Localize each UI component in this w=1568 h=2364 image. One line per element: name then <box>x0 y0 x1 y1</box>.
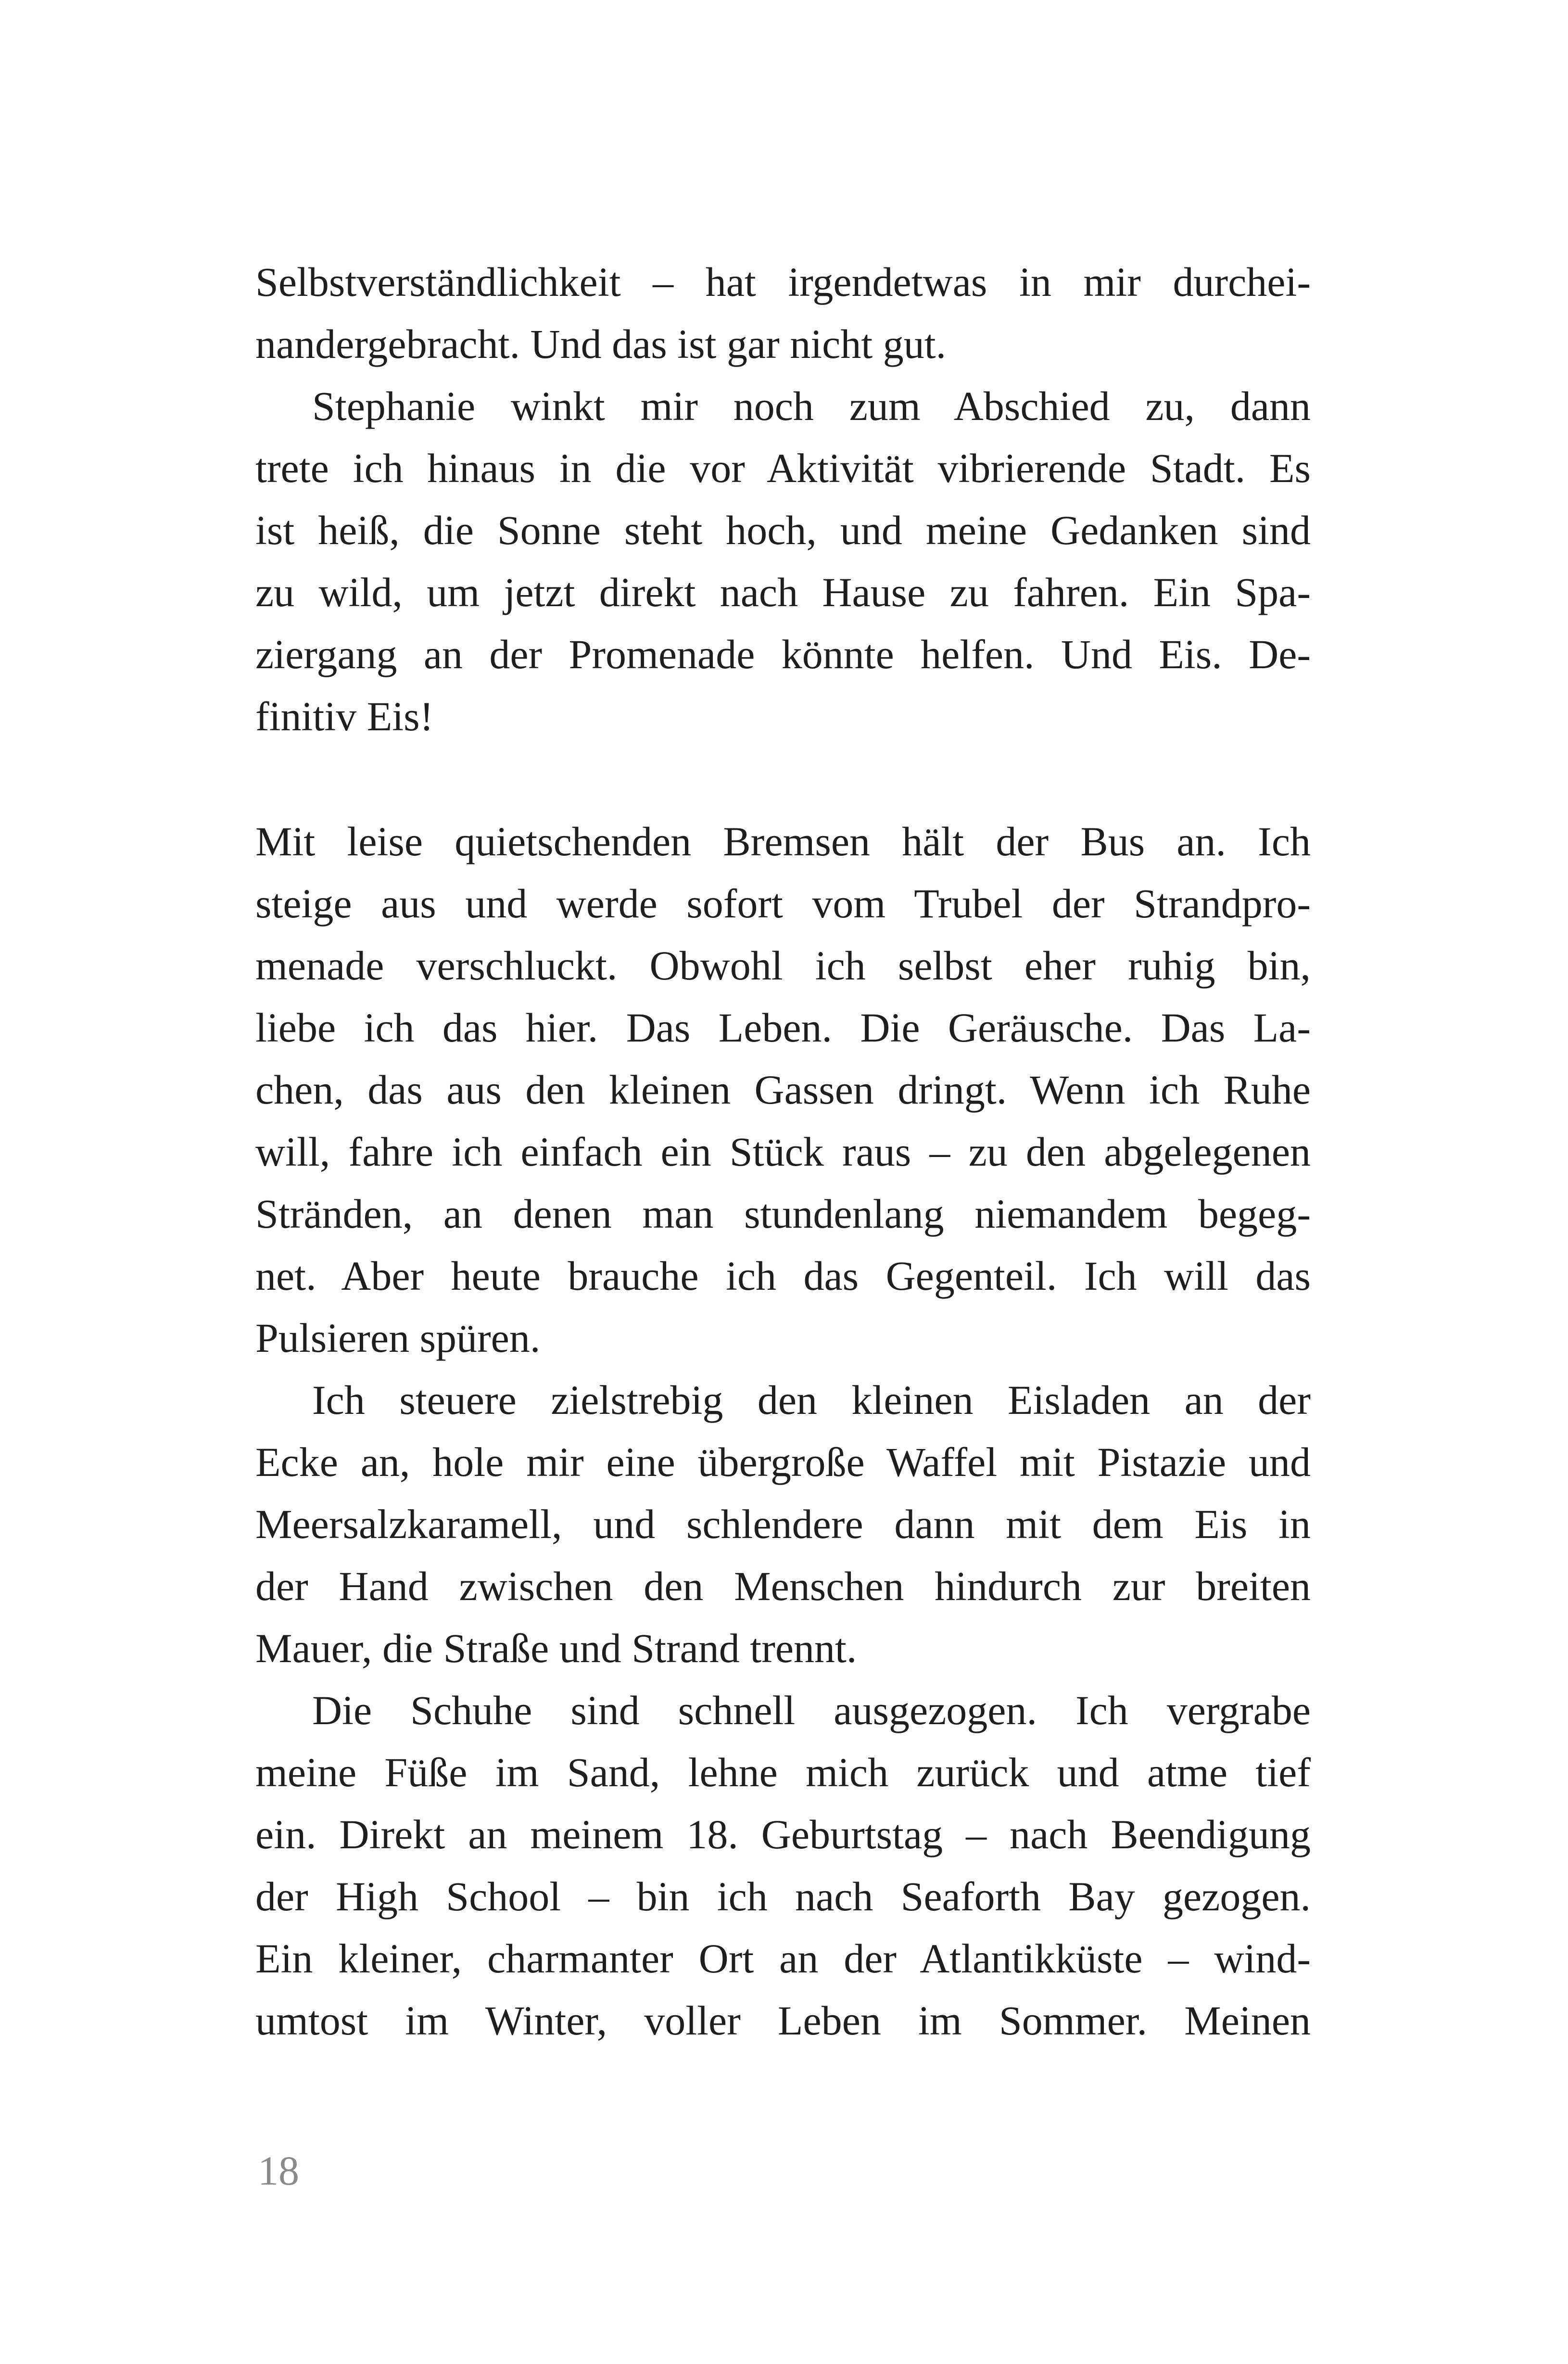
text-line: ein. Direkt an meinem 18. Geburtstag – nach Beendigung <box>255 1811 1311 1857</box>
text-line: umtost im Winter, voller Leben im Sommer. Meinen <box>255 1997 1311 2044</box>
text-line: will, fahre ich einfach ein Stück raus – zu den abgelegenen <box>255 1129 1311 1175</box>
text-line: Ich steuere zielstrebig den kleinen Eisladen an der <box>312 1377 1311 1423</box>
text-line: net. Aber heute brauche ich das Gegenteil. Ich will das <box>255 1253 1311 1299</box>
text-line: Pulsieren spüren. <box>255 1315 541 1361</box>
text-line: Stephanie winkt mir noch zum Abschied zu, dann <box>312 383 1311 429</box>
text-line: Ein kleiner, charmanter Ort an der Atlantikküste – wind- <box>255 1935 1311 1982</box>
text-line: Mit leise quietschenden Bremsen hält der Bus an. Ich <box>255 818 1311 864</box>
text-line: zu wild, um jetzt direkt nach Hause zu fahren. Ein Spa- <box>255 569 1311 615</box>
text-line: steige aus und werde sofort vom Trubel der Strandpro- <box>255 880 1311 927</box>
text-line: Meersalzkaramell, und schlendere dann mit dem Eis in <box>255 1501 1311 1547</box>
page-number: 18 <box>258 2148 299 2194</box>
text-line: Ecke an, hole mir eine übergroße Waffel mit Pistazie und <box>255 1439 1311 1485</box>
text-line: ist heiß, die Sonne steht hoch, und meine Gedanken sind <box>255 507 1311 553</box>
text-line: der High School – bin ich nach Seaforth Bay gezogen. <box>255 1873 1311 1919</box>
text-line: Mauer, die Straße und Strand trennt. <box>255 1625 857 1671</box>
text-line: trete ich hinaus in die vor Aktivität vibrierende Stadt. Es <box>255 445 1311 491</box>
text-line: liebe ich das hier. Das Leben. Die Geräusche. Das La- <box>255 1004 1311 1051</box>
text-line: ziergang an der Promenade könnte helfen. Und Eis. De- <box>255 631 1311 677</box>
text-section-1 <box>255 251 1311 748</box>
text-section-2 <box>255 811 1311 2052</box>
text-line: der Hand zwischen den Menschen hindurch zur breiten <box>255 1563 1311 1609</box>
text-line: finitiv Eis! <box>255 693 434 739</box>
text-line: meine Füße im Sand, lehne mich zurück und atme tief <box>255 1749 1311 1795</box>
text-line: nandergebracht. Und das ist gar nicht gut. <box>255 321 947 367</box>
text-line: Stränden, an denen man stundenlang niemandem begeg- <box>255 1191 1311 1237</box>
text-line: Selbstverständlichkeit – hat irgendetwas in mir durchei- <box>255 259 1311 305</box>
text-line: Die Schuhe sind schnell ausgezogen. Ich vergrabe <box>312 1687 1311 1733</box>
text-line: menade verschluckt. Obwohl ich selbst eher ruhig bin, <box>255 942 1311 989</box>
text-line: chen, das aus den kleinen Gassen dringt. Wenn ich Ruhe <box>255 1067 1311 1113</box>
